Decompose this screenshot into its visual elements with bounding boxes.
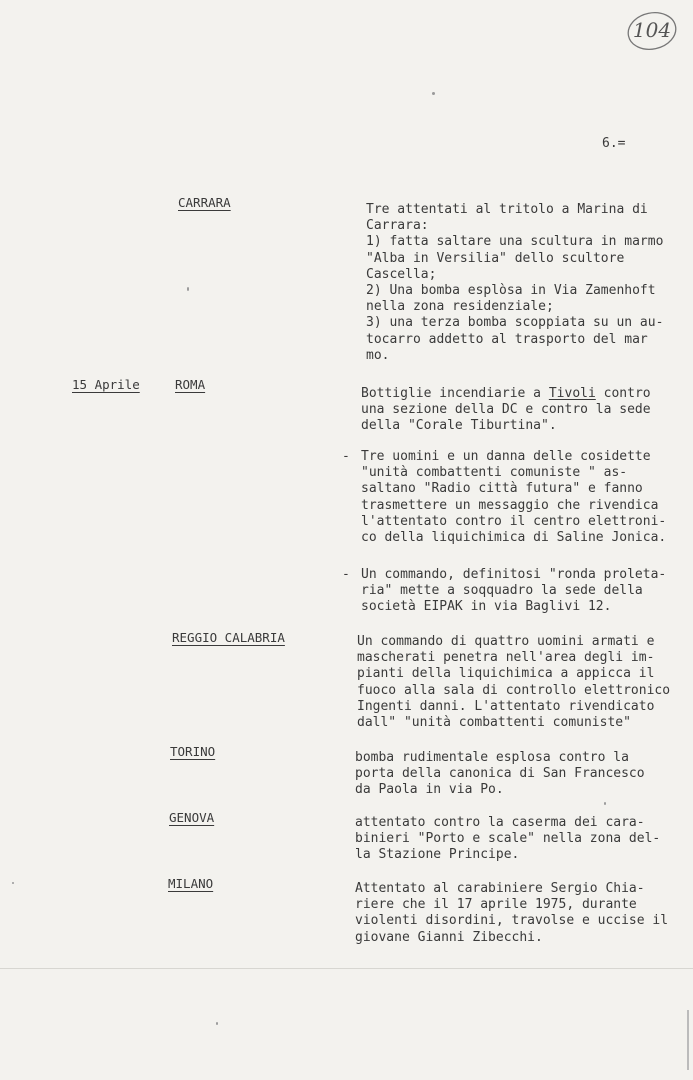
- bullet-dash: -: [342, 567, 350, 582]
- scan-speck: [216, 1022, 218, 1025]
- entry-line: trasmettere un messaggio che rivendica: [361, 497, 659, 513]
- place-roma: ROMA: [175, 377, 206, 392]
- place-carrara: CARRARA: [178, 195, 231, 210]
- entry-line: porta della canonica di San Francesco: [355, 766, 645, 782]
- entry-line: Bottiglie incendiarie a Tivoli contro: [361, 386, 651, 401]
- entry-line: l'attentato contro il centro elettroni-: [361, 513, 667, 529]
- entry-line: riere che il 17 aprile 1975, durante: [355, 897, 637, 913]
- entry-line: mo.: [366, 347, 390, 363]
- scan-speck: [12, 882, 14, 884]
- entry-line: Ingenti danni. L'attentato rivendicato: [357, 698, 655, 714]
- entry-line: una sezione della DC e contro la sede: [361, 402, 651, 418]
- place-milano: MILANO: [168, 876, 214, 891]
- entry-line: fuoco alla sala di controllo elettronico: [357, 682, 671, 698]
- scan-edge-mark: [687, 1010, 689, 1070]
- entry-line: co della liquichimica di Saline Jonica.: [361, 530, 667, 546]
- entry-line: bomba rudimentale esplosa contro la: [355, 750, 629, 765]
- entry-line: Tre attentati al tritolo a Marina di: [366, 202, 648, 217]
- place-genova: GENOVA: [169, 810, 215, 825]
- entry-reggio-calabria: [357, 634, 670, 731]
- entry-line: dall" "unità combattenti comuniste": [357, 715, 631, 731]
- entry-line: attentato contro la caserma dei cara-: [355, 815, 645, 830]
- entry-roma-eipak: [361, 567, 666, 616]
- entry-line: la Stazione Principe.: [355, 847, 520, 863]
- bullet-dash: -: [342, 449, 350, 464]
- place-torino: TORINO: [170, 744, 216, 759]
- entry-line: Un commando, definitosi "ronda proleta-: [361, 567, 667, 582]
- entry-line: da Paola in via Po.: [355, 782, 504, 798]
- entry-line: Cascella;: [366, 266, 437, 282]
- stamp-circle-icon: [626, 8, 678, 52]
- stamp-number: 104: [632, 18, 672, 42]
- entry-line: giovane Gianni Zibecchi.: [355, 929, 543, 945]
- entry-date: 15 Aprile: [72, 377, 140, 392]
- entry-torino: [355, 750, 645, 799]
- entry-line: della "Corale Tiburtina".: [361, 418, 557, 434]
- entry-line: Attentato al carabiniere Sergio Chia-: [355, 881, 645, 896]
- entry-line: pianti della liquichimica a appicca il: [357, 666, 655, 682]
- page-number: 6.=: [602, 136, 626, 151]
- entry-line: 2) Una bomba esplòsa in Via Zamenhoft: [366, 283, 656, 299]
- scan-speck: [187, 287, 189, 291]
- entry-line: saltano "Radio città futura" e fanno: [361, 481, 643, 497]
- entry-genova: [355, 815, 660, 864]
- entry-line: binieri "Porto e scale" nella zona del-: [355, 831, 661, 847]
- archive-stamp: [626, 8, 678, 52]
- entry-line: "Alba in Versilia" dello scultore: [366, 250, 625, 266]
- entry-line: società EIPAK in via Baglivi 12.: [361, 599, 612, 615]
- entry-line: ria" mette a soqquadro la sede della: [361, 583, 643, 599]
- entry-line: "unità combattenti comuniste " as-: [361, 465, 628, 481]
- entry-line: tocarro addetto al trasporto del mar: [366, 331, 648, 347]
- scan-speck: [432, 92, 435, 95]
- scan-artifact-line: [0, 968, 693, 969]
- entry-line: 1) fatta saltare una scultura in marmo: [366, 234, 664, 250]
- entry-line: nella zona residenziale;: [366, 299, 554, 315]
- entry-roma-radio: [361, 449, 666, 546]
- entry-line: Tre uomini e un danna delle cosidette: [361, 449, 651, 464]
- entry-line: Un commando di quattro uomini armati e: [357, 634, 655, 649]
- entry-carrara: [366, 202, 663, 364]
- entry-line: Carrara:: [366, 218, 429, 234]
- entry-line: violenti disordini, travolse e uccise il: [355, 913, 669, 929]
- entry-line: mascherati penetra nell'area degli im-: [357, 650, 655, 666]
- entry-roma: [361, 386, 651, 435]
- scan-speck: [604, 802, 606, 805]
- entry-milano: [355, 881, 668, 946]
- place-reggio-calabria: REGGIO CALABRIA: [172, 630, 285, 645]
- entry-line: 3) una terza bomba scoppiata su un au-: [366, 315, 664, 331]
